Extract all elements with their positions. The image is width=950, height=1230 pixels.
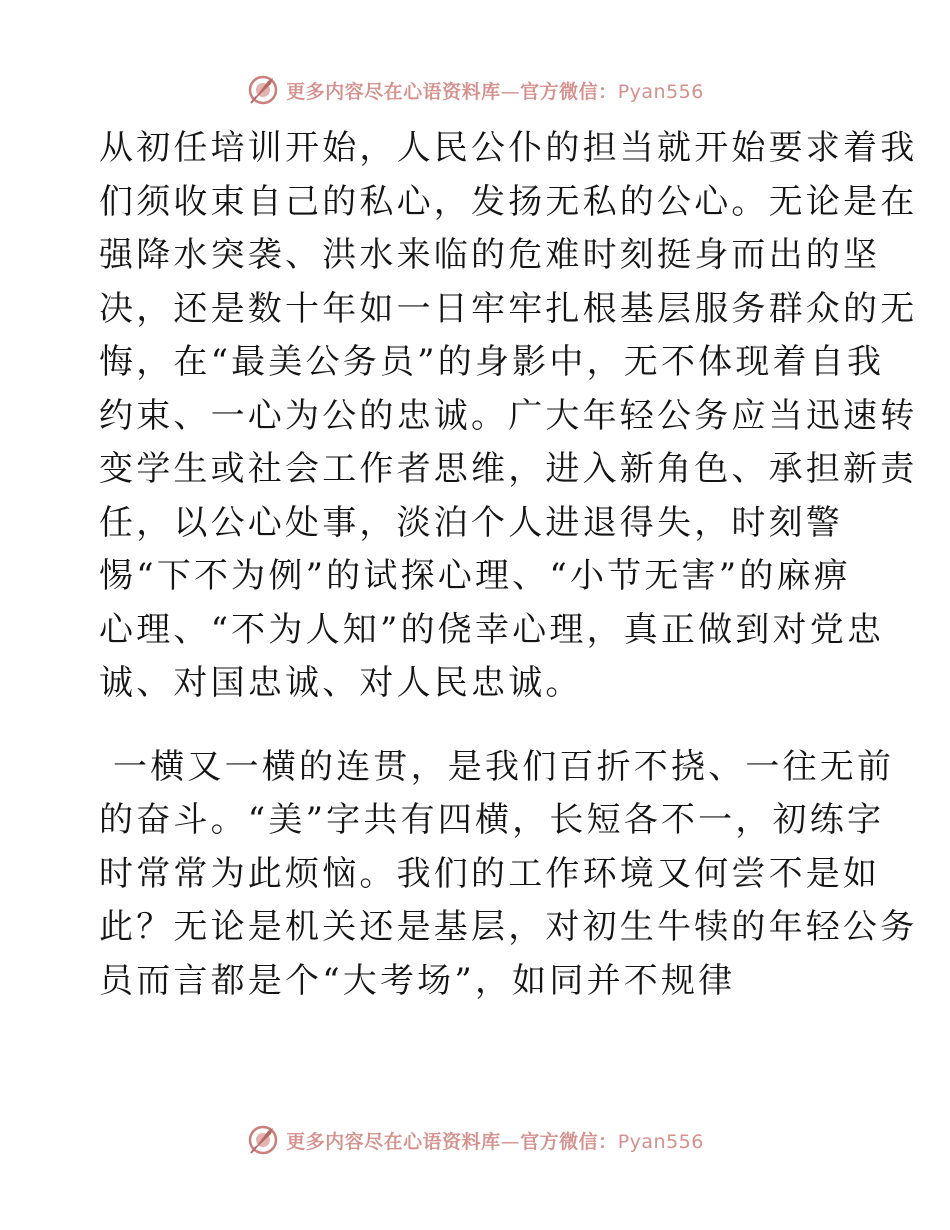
banner-wechat-id: Pyan556 bbox=[617, 1130, 704, 1153]
document-body bbox=[99, 122, 918, 1008]
banner-separator: — bbox=[500, 80, 521, 103]
banner-text bbox=[286, 77, 704, 104]
text-line: 惕“下不为例”的试探心理、“小节无害”的麻痹 bbox=[99, 556, 851, 596]
text-line: 从初任培训开始，人民公仆的担当就开始要求着我 bbox=[99, 128, 918, 168]
text-line: 的奋斗。“美”字共有四横，长短各不一，初练字 bbox=[99, 800, 885, 840]
banner-site-text: 更多内容尽在心语资料库 bbox=[286, 1130, 501, 1153]
banner-text bbox=[286, 1127, 704, 1154]
text-line: 约束、一心为公的忠诚。广大年轻公务应当迅速转 bbox=[99, 395, 918, 436]
text-line: 悔，在“最美公务员”的身影中，无不体现着自我 bbox=[99, 342, 885, 382]
banner-separator: — bbox=[500, 1130, 521, 1153]
text-line: 诚、对国忠诚、对人民忠诚。 bbox=[99, 663, 583, 703]
text-line: 任，以公心处事，淡泊个人进退得失，时刻警 bbox=[99, 502, 843, 543]
text-line: 时常常为此烦恼。我们的工作环境又何尝不是如 bbox=[99, 853, 881, 894]
text-line: 强降水突袭、洪水来临的危难时刻挺身而出的坚 bbox=[99, 235, 881, 275]
text-line: 变学生或社会工作者思维，进入新角色、承担新责 bbox=[99, 449, 918, 489]
text-line: 一横又一横的连贯，是我们百折不挠、一往无前 bbox=[99, 746, 895, 787]
footer-banner bbox=[0, 1120, 950, 1160]
text-line: 此？无论是机关还是基层，对初生牛犊的年轻公务 bbox=[99, 907, 918, 947]
banner-wechat-label: 官方微信： bbox=[520, 80, 618, 103]
header-banner bbox=[0, 70, 950, 110]
text-line: 们须收束自己的私心，发扬无私的公心。无论是在 bbox=[99, 181, 918, 222]
banner-site-text: 更多内容尽在心语资料库 bbox=[286, 80, 501, 103]
text-line: 员而言都是个“大考场”，如同并不规律 bbox=[99, 960, 736, 1001]
text-line: 心理、“不为人知”的侥幸心理，真正做到对党忠 bbox=[99, 609, 885, 650]
quill-logo-icon bbox=[246, 73, 280, 107]
banner-wechat-id: Pyan556 bbox=[617, 80, 704, 103]
banner-wechat-label: 官方微信： bbox=[520, 1130, 618, 1153]
paragraph-spacer bbox=[99, 711, 859, 741]
quill-logo-icon bbox=[246, 1123, 280, 1157]
paragraph-1 bbox=[99, 122, 918, 711]
text-line: 决，还是数十年如一日牢牢扎根基层服务群众的无 bbox=[99, 288, 918, 329]
paragraph-2 bbox=[99, 741, 918, 1009]
